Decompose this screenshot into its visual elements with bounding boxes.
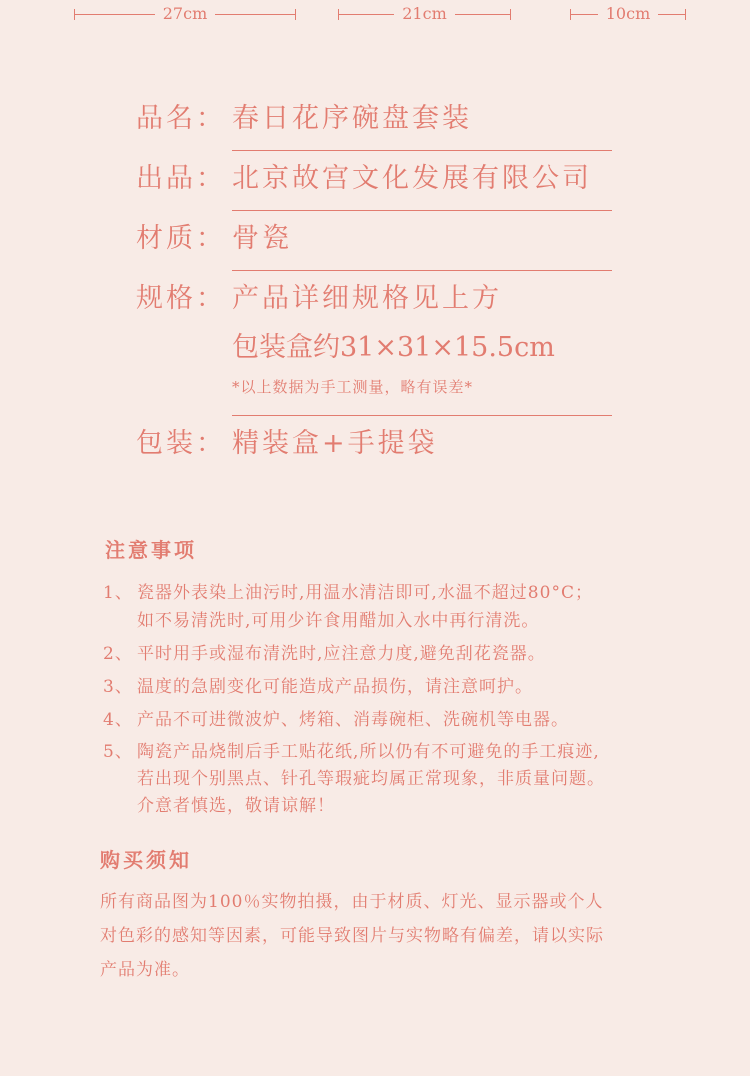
spec-key: 规格： xyxy=(136,283,226,314)
dimension-bar xyxy=(0,0,750,30)
brand-row xyxy=(136,162,592,196)
dimension-label: 27cm xyxy=(162,4,208,23)
purchase-line: 对色彩的感知等因素，可能导致图片与实物略有偏差，请以实际 xyxy=(100,926,604,946)
brand-key: 出品： xyxy=(136,163,226,194)
notice-number: 1、 xyxy=(103,583,133,603)
notices-title: 注意事项 xyxy=(105,538,197,562)
divider xyxy=(232,270,612,271)
dimension-21cm xyxy=(338,4,511,24)
notice-number: 3、 xyxy=(103,677,133,697)
notice-text: 温度的急剧变化可能造成产品损伤，请注意呵护。 xyxy=(137,677,533,697)
product-name-row xyxy=(136,102,472,136)
brand-value: 北京故宫文化发展有限公司 xyxy=(232,163,592,194)
dimension-line xyxy=(455,14,510,15)
dimension-cap xyxy=(685,9,686,20)
notice-text: 瓷器外表染上油污时,用温水清洁即可,水温不超过80°C； xyxy=(137,583,593,603)
notice-text: 产品不可进微波炉、烤箱、消毒碗柜、洗碗机等电器。 xyxy=(137,710,569,730)
notice-text: 平时用手或湿布清洗时,应注意力度,避免刮花瓷器。 xyxy=(137,644,546,664)
notice-continuation: 介意者慎选，敬请谅解！ xyxy=(137,796,335,816)
material-key: 材质： xyxy=(136,223,226,254)
notice-number: 5、 xyxy=(103,742,133,762)
dimension-line xyxy=(571,14,598,15)
package-value: 精装盒+手提袋 xyxy=(232,428,438,459)
notice-item xyxy=(103,737,600,762)
dimension-cap xyxy=(510,9,511,20)
notice-item xyxy=(103,578,593,603)
product-name-value: 春日花序碗盘套装 xyxy=(232,103,472,134)
dimension-line xyxy=(658,14,685,15)
package-row xyxy=(136,427,438,461)
notice-text: 陶瓷产品烧制后手工贴花纸,所以仍有不可避免的手工痕迹, xyxy=(137,742,600,762)
spec-row xyxy=(136,282,502,316)
material-row xyxy=(136,222,292,256)
dimension-line xyxy=(75,14,155,15)
measurement-note: *以上数据为手工测量，略有误差* xyxy=(232,378,474,396)
package-key: 包装： xyxy=(136,428,226,459)
notice-item xyxy=(103,672,533,697)
dimension-label: 10cm xyxy=(605,4,651,23)
divider xyxy=(232,210,612,211)
dimension-label: 21cm xyxy=(402,4,447,23)
purchase-line: 产品为准。 xyxy=(100,960,190,980)
spec-value: 产品详细规格见上方 xyxy=(232,283,502,314)
dimension-cap xyxy=(295,9,296,20)
product-name-key: 品名： xyxy=(136,103,226,134)
divider xyxy=(232,415,612,416)
notice-continuation: 若出现个别黑点、针孔等瑕疵均属正常现象，非质量问题。 xyxy=(137,769,605,789)
purchase-line: 所有商品图为100％实物拍摄，由于材质、灯光、显示器或个人 xyxy=(100,892,604,912)
purchase-title: 购买须知 xyxy=(100,848,192,872)
notice-item xyxy=(103,705,569,730)
dimension-line xyxy=(215,14,295,15)
notice-item xyxy=(103,639,546,664)
dimension-line xyxy=(339,14,394,15)
box-size: 包装盒约31×31×15.5cm xyxy=(232,332,555,363)
dimension-10cm xyxy=(570,4,686,24)
material-value: 骨瓷 xyxy=(232,223,292,254)
divider xyxy=(232,150,612,151)
dimension-27cm xyxy=(74,4,296,24)
notice-continuation: 如不易清洗时,可用少许食用醋加入水中再行清洗。 xyxy=(137,611,540,631)
notice-number: 2、 xyxy=(103,644,133,664)
notice-number: 4、 xyxy=(103,710,133,730)
